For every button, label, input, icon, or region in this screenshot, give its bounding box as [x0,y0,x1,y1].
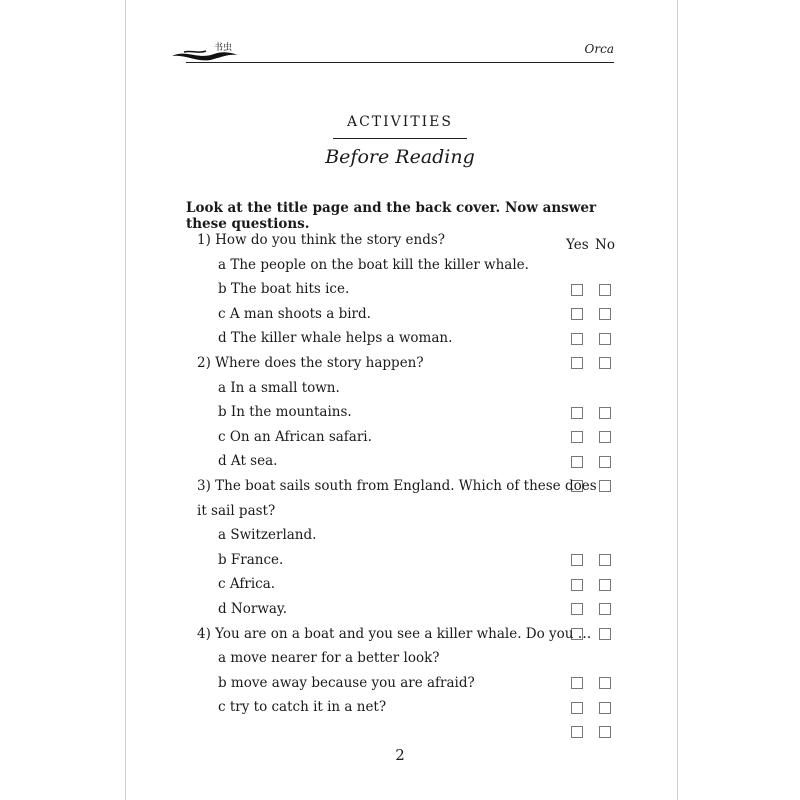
yes-checkbox[interactable] [571,603,583,615]
answer-option: a Switzerland. [218,527,317,544]
heading-rule [333,138,467,139]
no-checkbox[interactable] [599,702,611,714]
answer-option: a The people on the boat kill the killer whale. [218,256,529,273]
no-checkbox[interactable] [599,407,611,419]
page-number: 2 [395,746,405,764]
answer-option: c try to catch it in a net? [218,699,387,716]
answer-option: d At sea. [218,453,278,470]
yes-checkbox[interactable] [571,456,583,468]
yes-checkbox[interactable] [571,284,583,296]
answer-option: a move nearer for a better look? [218,650,440,667]
no-checkbox[interactable] [599,677,611,689]
no-checkbox[interactable] [599,603,611,615]
no-checkbox[interactable] [599,308,611,320]
yes-checkbox[interactable] [571,333,583,345]
yes-checkbox[interactable] [571,579,583,591]
section-heading: ACTIVITIES [346,114,453,130]
no-checkbox[interactable] [599,554,611,566]
logo-text: 书虫 [214,43,233,53]
question-text: it sail past? [197,502,276,519]
yes-column-header: Yes [566,237,589,253]
question-text: 4) You are on a boat and you see a killer whale. Do you … [197,625,592,642]
answer-option: b The boat hits ice. [218,281,350,298]
yes-checkbox[interactable] [571,677,583,689]
no-checkbox[interactable] [599,431,611,443]
yes-checkbox[interactable] [571,726,583,738]
question-text: 1) How do you think the story ends? [197,232,446,248]
yes-checkbox[interactable] [571,308,583,320]
answer-option: b move away because you are afraid? [218,674,475,691]
section-subheading: Before Reading [325,146,475,168]
series-title: Orca [584,42,614,56]
answer-option: c Africa. [218,576,276,593]
no-checkbox[interactable] [599,357,611,369]
question-text: 3) The boat sails south from England. Which of these does [197,478,597,494]
no-checkbox[interactable] [599,333,611,345]
question-text: 2) Where does the story happen? [197,355,424,371]
no-checkbox[interactable] [599,456,611,468]
answer-option: c A man shoots a bird. [218,305,371,322]
no-checkbox[interactable] [599,726,611,738]
answer-option: a In a small town. [218,379,340,396]
yes-checkbox[interactable] [571,554,583,566]
yes-checkbox[interactable] [571,407,583,419]
answer-option: d Norway. [218,601,288,617]
no-checkbox[interactable] [599,284,611,296]
no-checkbox[interactable] [599,628,611,640]
yes-checkbox[interactable] [571,702,583,714]
yes-checkbox[interactable] [571,357,583,369]
no-column-header: No [595,237,615,253]
yes-checkbox[interactable] [571,431,583,443]
no-checkbox[interactable] [599,579,611,591]
answer-option: c On an African safari. [218,428,372,445]
answer-option: b France. [218,551,284,568]
no-checkbox[interactable] [599,480,611,492]
answer-option: d The killer whale helps a woman. [218,330,453,347]
bookworm-logo-icon [170,40,240,64]
answer-option: b In the mountains. [218,404,352,421]
instruction-text: Look at the title page and the back cover. Now answer these questions. [186,200,597,232]
header-rule [186,62,614,63]
